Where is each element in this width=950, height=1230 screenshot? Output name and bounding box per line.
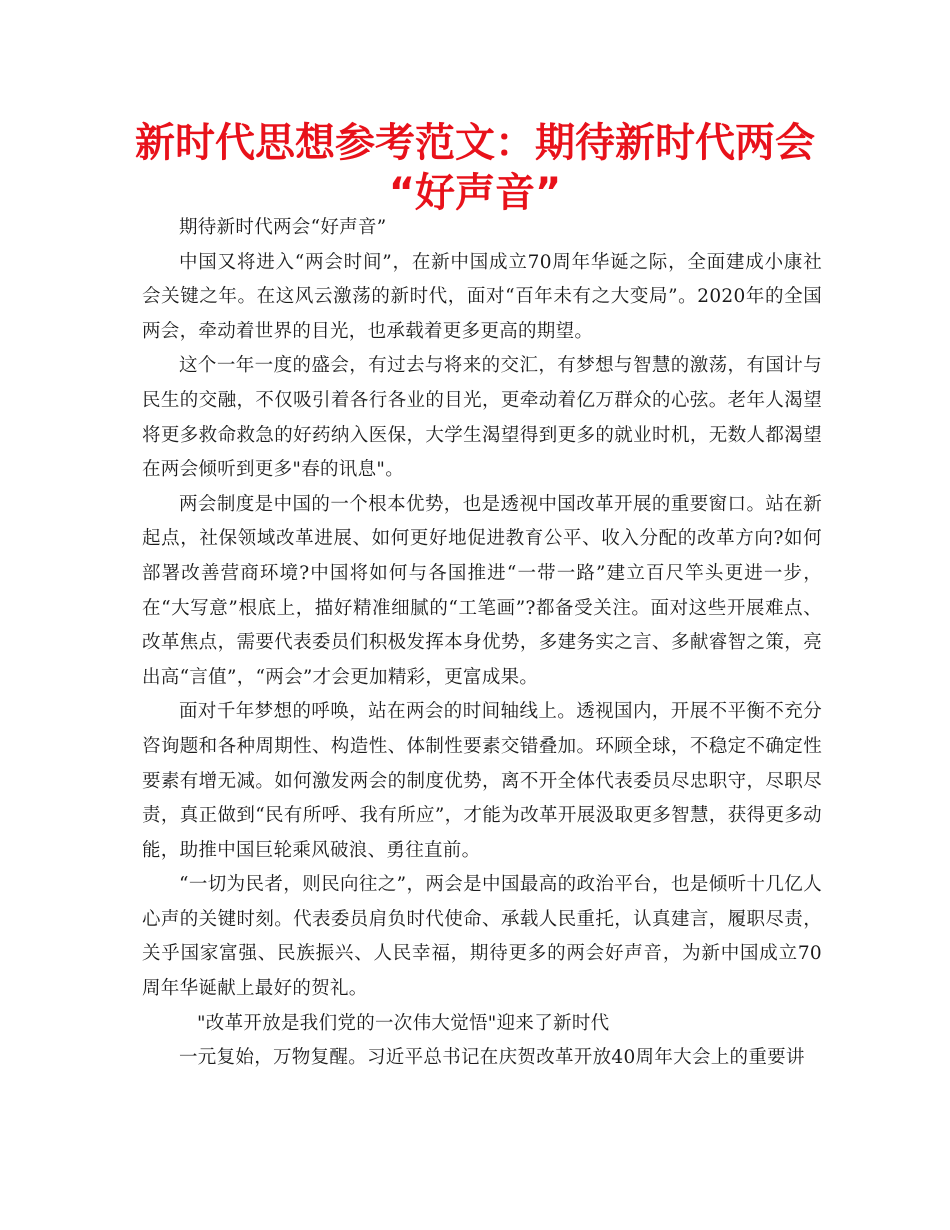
section-heading: "改革开放是我们党的一次伟大觉悟"迎来了新时代 bbox=[197, 1012, 610, 1034]
title-line-1: 新时代思想参考范文：期待新时代两会 bbox=[135, 120, 815, 166]
body-paragraph: 一元复始，万物复醒。习近平总书记在庆贺改革开放40周年大会上的重要讲 bbox=[179, 1047, 805, 1069]
title-line-2: “好声音” bbox=[388, 170, 562, 216]
body-paragraph: 两会制度是中国的一个根本优势，也是透视中国改革开展的重要窗口。站在新起点，社保领域改革进展、如何更好地促进教育公平、收入分配的改革方向?如何部署改善营商环境?中国将如何与各国推进“一带一路”建立百尺竿头更进一步，在“大写意”根底上，描好精准细腻的“工笔画”?都备受关注。面对这些开展难点、改革焦点，需要代表委员们积极发挥本身优势，多建务实之言、多献睿智之策，亮出高“言值”，“两会”才会更加精彩，更富成果。 bbox=[142, 493, 822, 688]
subtitle-paragraph: 期待新时代两会“好声音” bbox=[179, 217, 387, 238]
document-body bbox=[142, 211, 822, 1076]
body-paragraph: 这个一年一度的盛会，有过去与将来的交汇，有梦想与智慧的激荡，有国计与民生的交融，不仅吸引着各行各业的目光，更牵动着亿万群众的心弦。老年人渴望将更多救命救急的好药纳入医保，大学生渴望得到更多的就业时机，无数人都渴望在两会倾听到更多"春的讯息"。 bbox=[142, 355, 822, 481]
document-title bbox=[100, 118, 850, 218]
body-paragraph: 中国又将进入“两会时间”，在新中国成立70周年华诞之际，全面建成小康社会关键之年。在这风云激荡的新时代，面对“百年未有之大变局”。2020年的全国两会，牵动着世界的目光，也承载着更多更高的期望。 bbox=[142, 251, 822, 342]
body-paragraph: 面对千年梦想的呼唤，站在两会的时间轴线上。透视国内，开展不平衡不充分咨询题和各种周期性、构造性、体制性要素交错叠加。环顾全球，不稳定不确定性要素有增无减。如何激发两会的制度优势，离不开全体代表委员尽忠职守，尽职尽责，真正做到“民有所呼、我有所应”，才能为改革开展汲取更多智慧，获得更多动能，助推中国巨轮乘风破浪、勇往直前。 bbox=[142, 701, 822, 861]
body-paragraph: “一切为民者，则民向往之”，两会是中国最高的政治平台，也是倾听十几亿人心声的关键时刻。代表委员肩负时代使命、承载人民重托，认真建言，履职尽责，关乎国家富强、民族振兴、人民幸福，期待更多的两会好声音，为新中国成立70周年华诞献上最好的贺礼。 bbox=[142, 874, 822, 1000]
